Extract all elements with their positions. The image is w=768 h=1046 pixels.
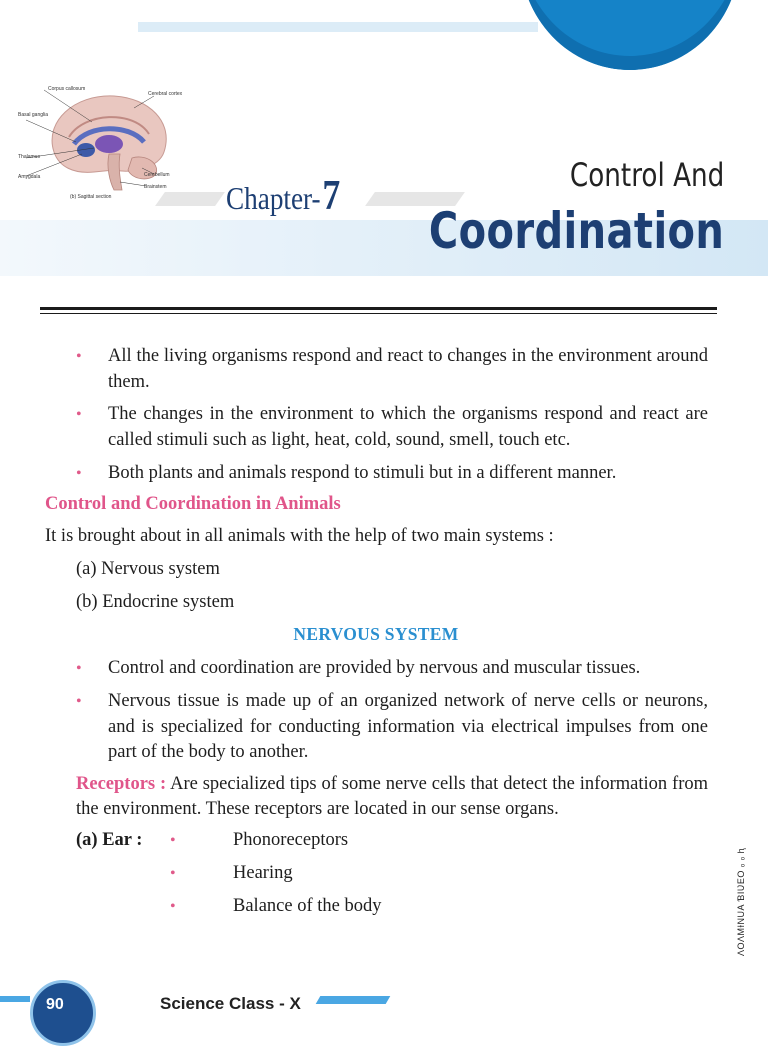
intro-bullet-item xyxy=(76,344,708,395)
figure-label-corpus-callosum: Corpus callosum xyxy=(48,86,86,92)
ear-item: Balance of the body xyxy=(233,896,382,916)
animals-intro-text: It is brought about in all animals with the help of two main systems : xyxy=(45,526,554,546)
bullet-dot-icon: • xyxy=(76,348,82,365)
receptors-paragraph xyxy=(76,772,708,822)
header-blue-arc xyxy=(520,0,740,70)
bullet-dot-icon: • xyxy=(170,898,176,915)
intro-bullet-text: The changes in the environment to which the organisms respond and react are called stimuli such as light, heat, cold, sound, smell, touch etc. xyxy=(108,404,708,450)
side-vertical-text: ɅOɅMƗNUA ƁIƲEO ₒ ₒ ⱨ xyxy=(736,847,746,956)
nervous-bullet-item xyxy=(76,689,708,766)
figure-caption: (b) Sagittal section xyxy=(70,194,112,200)
bullet-dot-icon: • xyxy=(76,406,82,423)
section-heading-animals: Control and Coordination in Animals xyxy=(45,494,341,514)
chapter-number: 7 xyxy=(322,173,341,219)
bullet-dot-icon: • xyxy=(76,693,82,710)
bullet-dot-icon: • xyxy=(76,660,82,677)
receptors-label: Receptors : xyxy=(76,774,167,794)
system-item-nervous: (a) Nervous system xyxy=(76,559,220,579)
chapter-title-line2: Coordination xyxy=(428,202,724,260)
intro-bullet-item xyxy=(76,461,708,487)
system-item-endocrine: (b) Endocrine system xyxy=(76,592,235,612)
ear-item: Phonoreceptors xyxy=(233,830,349,850)
footer-bar xyxy=(316,996,391,1004)
footer-page-number: 90 xyxy=(46,996,64,1013)
footer-text: Science Class - X xyxy=(160,994,301,1013)
figure-label-basal-ganglia: Basal ganglia xyxy=(18,112,49,118)
figure-label-brainstem: Brainstem xyxy=(144,184,167,190)
intro-bullet-text: All the living organisms respond and react to changes in the environment around them. xyxy=(108,346,708,392)
nervous-bullet-item xyxy=(76,656,708,682)
brain-sagittal-figure xyxy=(14,82,184,202)
section-heading-nervous-system: NERVOUS SYSTEM xyxy=(293,624,459,644)
ear-label: (a) Ear : xyxy=(76,830,143,850)
bullet-dot-icon: • xyxy=(76,465,82,482)
header-divider-thick xyxy=(40,307,717,310)
intro-bullet-text: Both plants and animals respond to stimuli but in a different manner. xyxy=(108,463,617,483)
header-divider-thin xyxy=(40,313,717,314)
figure-label-amygdala: Amygdala xyxy=(18,174,41,180)
figure-label-thalamus: Thalamus xyxy=(18,154,40,160)
chapter-title-line1: Control And xyxy=(569,156,724,194)
ear-item: Hearing xyxy=(233,863,293,883)
footer-bar xyxy=(0,996,30,1002)
intro-bullet-item xyxy=(76,402,708,453)
figure-label-cerebellum: Cerebellum xyxy=(144,172,170,178)
receptors-text: Are specialized tips of some nerve cells that detect the information from the environment. These receptors are located in our sense organs. xyxy=(76,774,709,819)
nervous-bullet-text: Control and coordination are provided by nervous and muscular tissues. xyxy=(108,658,641,678)
header-top-strip xyxy=(138,22,538,32)
nervous-bullet-text: Nervous tissue is made up of an organized network of nerve cells or neurons, and is specialized for conducting information via electrical impulses from one part of the body to another. xyxy=(108,691,708,762)
bullet-dot-icon: • xyxy=(170,832,176,849)
bullet-dot-icon: • xyxy=(170,865,176,882)
chapter-label xyxy=(226,172,340,220)
figure-label-cerebral-cortex: Cerebral cortex xyxy=(148,91,183,97)
chapter-label-text: Chapter- xyxy=(226,180,321,216)
